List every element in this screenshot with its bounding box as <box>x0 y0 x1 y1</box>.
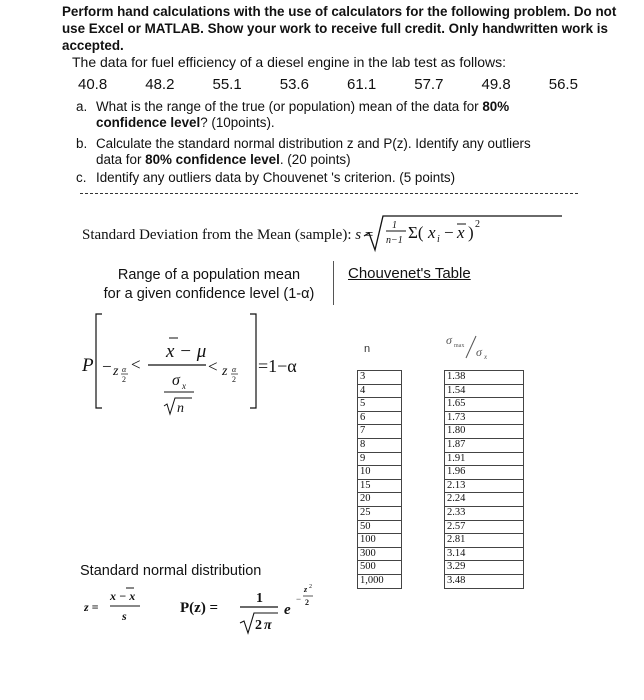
svg-text:2: 2 <box>309 584 312 590</box>
question-b-label: b. <box>76 136 88 151</box>
svg-text:2: 2 <box>305 598 309 607</box>
svg-text:n: n <box>177 401 184 416</box>
table-cell-ratio: 1.91 <box>445 452 524 466</box>
problem-intro: The data for fuel efficiency of a diesel engine in the lab test as follows: <box>72 54 506 70</box>
svg-text:1: 1 <box>256 591 263 606</box>
question-c <box>76 170 596 186</box>
table-cell-ratio: 1.96 <box>445 466 524 480</box>
table-cell-ratio: 2.81 <box>445 534 524 548</box>
table-cell-ratio: 3.48 <box>445 574 524 588</box>
question-a-emph-2: confidence level <box>96 115 201 130</box>
question-b <box>76 136 606 168</box>
range-title-line-1: Range of a population mean <box>117 267 301 283</box>
table-cell-ratio: 2.57 <box>445 520 524 534</box>
table-gap <box>402 547 445 561</box>
data-value: 53.6 <box>279 76 309 93</box>
svg-text:): ) <box>468 223 474 242</box>
table-cell-n: 7 <box>358 425 402 439</box>
svg-text:x − μ: x − μ <box>166 341 207 362</box>
table-gap <box>402 520 445 534</box>
table-row <box>358 384 524 398</box>
std-dev-label-text: Standard Deviation from the Mean (sample): <box>82 227 352 243</box>
table-cell-n: 500 <box>358 561 402 575</box>
table-cell-ratio: 1.54 <box>445 384 524 398</box>
table-cell-n: 9 <box>358 452 402 466</box>
svg-text:−: − <box>102 357 112 376</box>
question-a-emph: 80% <box>482 99 510 114</box>
table-cell-ratio: 2.13 <box>445 479 524 493</box>
table-cell-n: 3 <box>358 371 402 385</box>
instructions <box>62 3 622 54</box>
svg-text:<: < <box>131 355 141 374</box>
table-row <box>358 561 524 575</box>
chauvenet-title: Chouvenet's Table <box>348 265 471 282</box>
table-row <box>358 452 524 466</box>
table-row <box>358 493 524 507</box>
table-cell-n: 8 <box>358 438 402 452</box>
table-cell-n: 15 <box>358 479 402 493</box>
data-value: 57.7 <box>414 76 444 93</box>
svg-text:<: < <box>208 357 218 376</box>
svg-text:α: α <box>232 365 237 374</box>
instructions-line-3: accepted. <box>62 38 124 53</box>
question-a <box>76 99 596 131</box>
data-values <box>78 76 578 93</box>
table-gap <box>402 398 445 412</box>
svg-text:x: x <box>428 223 436 242</box>
table-row <box>358 466 524 480</box>
question-b-emph: 80% confidence level <box>145 152 280 167</box>
std-dev-formula <box>362 212 572 254</box>
table-cell-ratio: 1.87 <box>445 438 524 452</box>
svg-text:σ: σ <box>172 372 180 389</box>
question-b-text: Calculate the standard normal distribution z and P(z). Identify any outliers <box>96 136 531 151</box>
table-cell-ratio: 1.73 <box>445 411 524 425</box>
confidence-formula <box>80 310 335 420</box>
table-header-n: n <box>364 343 371 355</box>
std-dev-label <box>82 227 373 244</box>
svg-text:2: 2 <box>232 375 236 384</box>
question-c-label: c. <box>76 170 87 185</box>
range-title <box>84 266 334 304</box>
table-row <box>358 574 524 588</box>
svg-text:n−1: n−1 <box>386 235 403 246</box>
table-cell-n: 5 <box>358 398 402 412</box>
table-gap <box>402 574 445 588</box>
table-gap <box>402 371 445 385</box>
table-cell-ratio: 1.65 <box>445 398 524 412</box>
question-b-points: . (20 points) <box>279 152 351 167</box>
data-value: 55.1 <box>212 76 242 93</box>
table-gap <box>402 506 445 520</box>
table-cell-n: 50 <box>358 520 402 534</box>
svg-text:−: − <box>444 223 454 242</box>
instructions-line-2: use Excel or MATLAB. Show your work to receive full credit. Only handwritten work is <box>62 21 608 36</box>
table-row <box>358 547 524 561</box>
table-cell-ratio: 1.38 <box>445 371 524 385</box>
svg-text:e: e <box>284 602 291 618</box>
svg-text:π: π <box>264 618 272 633</box>
data-value: 49.8 <box>481 76 511 93</box>
table-row <box>358 534 524 548</box>
svg-text:s: s <box>122 609 127 623</box>
vertical-divider <box>333 261 334 305</box>
table-header-ratio <box>440 330 500 366</box>
table-gap <box>402 384 445 398</box>
table-gap <box>402 534 445 548</box>
table-cell-n: 1,000 <box>358 574 402 588</box>
svg-text:x: x <box>457 223 465 242</box>
table-row <box>358 506 524 520</box>
table-cell-ratio: 3.14 <box>445 547 524 561</box>
z-lhs: z = <box>84 600 99 614</box>
question-c-text: Identify any outliers data by Chouvenet 's criterion. (5 points) <box>96 170 456 185</box>
question-a-label: a. <box>76 99 88 114</box>
range-title-line-2: for a given confidence level (1-α) <box>103 286 315 302</box>
svg-text:−: − <box>296 594 302 604</box>
table-row <box>358 479 524 493</box>
std-dev-symbol: s <box>355 227 362 243</box>
svg-text:z: z <box>222 364 228 379</box>
data-value: 40.8 <box>78 76 108 93</box>
dashed-divider <box>80 193 578 194</box>
svg-text:P: P <box>82 355 94 376</box>
table-cell-n: 4 <box>358 384 402 398</box>
question-a-points: ? (10points). <box>200 115 275 130</box>
table-gap <box>402 411 445 425</box>
svg-text:x: x <box>182 381 186 391</box>
svg-text:z: z <box>113 364 119 379</box>
table-cell-n: 25 <box>358 506 402 520</box>
table-gap <box>402 438 445 452</box>
table-cell-n: 6 <box>358 411 402 425</box>
svg-text:z: z <box>304 585 308 594</box>
question-a-text: What is the range of the true (or population) mean of the data for <box>96 99 483 114</box>
table-cell-ratio: 2.24 <box>445 493 524 507</box>
table-gap <box>402 479 445 493</box>
table-cell-n: 20 <box>358 493 402 507</box>
svg-text:x: x <box>484 353 488 361</box>
data-value: 56.5 <box>548 76 578 93</box>
pz-lhs: P(z) = <box>180 600 219 616</box>
table-row <box>358 438 524 452</box>
table-row <box>358 520 524 534</box>
table-cell-n: 10 <box>358 466 402 480</box>
svg-text:1: 1 <box>392 220 397 231</box>
table-cell-ratio: 1.80 <box>445 425 524 439</box>
table-cell-n: 300 <box>358 547 402 561</box>
instructions-line-1: Perform hand calculations with the use of calculators for the following problem. Do not <box>62 4 617 19</box>
confidence-rhs: =1−α <box>258 356 297 376</box>
svg-text:Σ(: Σ( <box>408 223 424 242</box>
svg-text:x − x: x − x <box>110 589 136 603</box>
table-gap <box>402 466 445 480</box>
pz-formula <box>180 578 340 638</box>
table-row <box>358 398 524 412</box>
svg-text:2: 2 <box>255 618 262 633</box>
table-gap <box>402 561 445 575</box>
svg-text:α: α <box>122 365 127 374</box>
data-value: 48.2 <box>145 76 175 93</box>
table-row <box>358 371 524 385</box>
svg-text:max: max <box>454 343 465 349</box>
normal-dist-title: Standard normal distribution <box>80 563 262 579</box>
question-b-text-2: data for <box>96 152 146 167</box>
table-row <box>358 425 524 439</box>
table-cell-ratio: 3.29 <box>445 561 524 575</box>
svg-text:2: 2 <box>475 219 480 230</box>
table-gap <box>402 452 445 466</box>
svg-text:2: 2 <box>122 375 126 384</box>
table-gap <box>402 425 445 439</box>
data-value: 61.1 <box>347 76 377 93</box>
svg-text:σ: σ <box>446 333 452 347</box>
svg-text:σ: σ <box>476 345 482 359</box>
table-row <box>358 411 524 425</box>
table-cell-ratio: 2.33 <box>445 506 524 520</box>
table-cell-n: 100 <box>358 534 402 548</box>
table-gap <box>402 493 445 507</box>
chauvenet-table <box>357 370 524 589</box>
std-dev-equals: = <box>364 227 374 243</box>
svg-text:i: i <box>437 234 440 245</box>
z-formula <box>84 582 154 628</box>
